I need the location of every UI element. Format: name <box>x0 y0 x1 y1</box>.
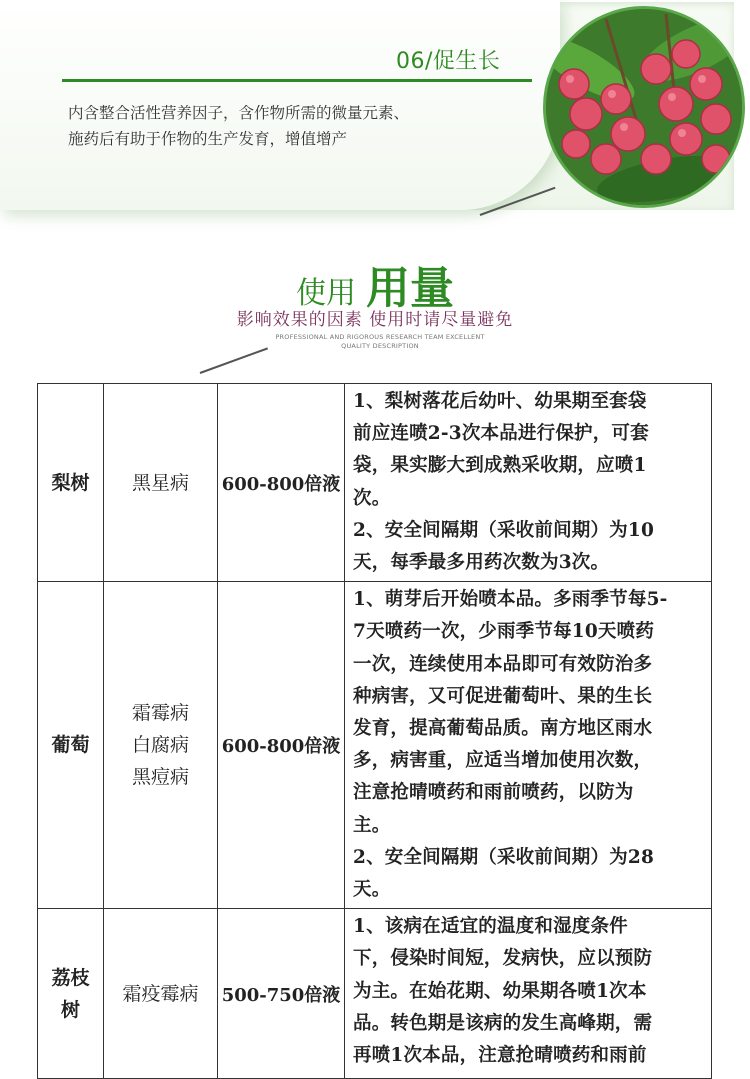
disease-cell <box>104 582 218 909</box>
crop-cell <box>38 384 104 582</box>
disease-name: 黑星病 <box>131 471 189 494</box>
usage-table <box>37 383 712 1079</box>
description-line: 内含整合活性营养因子，含作物所需的微量元素、 <box>68 104 410 122</box>
decorative-divider-line <box>200 347 268 374</box>
method-line: 一次，连续使用本品即可有效防治多 <box>353 653 653 675</box>
english-caption-line: QUALITY DESCRIPTION <box>341 342 419 350</box>
method-cell <box>345 384 712 582</box>
method-line: 下，侵染时间短，发病快，应以预防 <box>353 948 653 970</box>
crop-name: 树 <box>60 998 80 1021</box>
method-line: 注意抢晴喷药和雨前喷药，以防为 <box>353 782 634 804</box>
usage-subtitle: 影响效果的因素 使用时请尽量避免 <box>236 310 514 330</box>
usage-title-small: 使用 <box>296 276 356 311</box>
crop-cell <box>38 582 104 909</box>
method-line: 2、安全间隔期（采收前间期）为10 <box>353 519 655 541</box>
method-line: 天。 <box>353 879 391 901</box>
table-row <box>38 909 712 1079</box>
dosage-cell: 600-800倍液 <box>218 582 345 909</box>
disease-name: 黑痘病 <box>131 766 189 789</box>
method-cell <box>345 582 712 909</box>
table-row <box>38 384 712 582</box>
crop-name: 梨树 <box>51 471 90 494</box>
method-line: 1、该病在适宜的温度和湿度条件 <box>353 916 628 938</box>
usage-title-big: 用量 <box>366 263 454 314</box>
lychee-fruit-icon <box>546 9 742 205</box>
dosage-cell: 500-750倍液 <box>218 909 345 1079</box>
disease-name: 霜霉病 <box>131 702 189 725</box>
crop-cell <box>38 909 104 1079</box>
disease-cell <box>104 909 218 1079</box>
table-row <box>38 582 712 909</box>
method-line: 发育，提高葡萄品质。南方地区雨水 <box>353 718 653 740</box>
method-line: 次。 <box>353 487 391 509</box>
method-line: 品。转色期是该病的发生高峰期，需 <box>353 1012 653 1034</box>
usage-english-caption <box>260 333 500 351</box>
method-line: 前应连喷2-3次本品进行保护，可套 <box>353 423 649 445</box>
crop-name: 荔枝 <box>51 966 90 989</box>
method-line: 主。 <box>353 814 391 836</box>
lychee-photo <box>543 6 745 208</box>
method-line: 天，每季最多用药次数为3次。 <box>353 552 610 574</box>
method-cell <box>345 909 712 1079</box>
method-line: 为主。在始花期、幼果期各喷1次本 <box>353 980 647 1002</box>
method-line: 再喷1次本品，注意抢晴喷药和雨前 <box>353 1045 647 1067</box>
method-line: 1、梨树落花后幼叶、幼果期至套袋 <box>353 391 647 412</box>
disease-cell <box>104 384 218 582</box>
method-line: 1、萌芽后开始喷本品。多雨季节每5- <box>353 589 668 611</box>
description-line: 施药后有助于作物的生产发育，增值增产 <box>68 130 348 148</box>
method-line: 2、安全间隔期（采收前间期）为28 <box>353 846 655 868</box>
disease-name: 霜疫霉病 <box>122 982 199 1005</box>
method-line: 袋，果实膨大到成熟采收期，应喷1 <box>353 455 647 477</box>
dosage-cell: 600-800倍液 <box>218 384 345 582</box>
header-description <box>68 100 538 152</box>
crop-name: 葡萄 <box>51 734 90 757</box>
section-title: 06/促生长 <box>396 49 501 74</box>
english-caption-line: PROFESSIONAL AND RIGOROUS RESEARCH TEAM EXCELLENT <box>275 333 485 341</box>
disease-name: 白腐病 <box>131 734 189 757</box>
method-line: 种病害，又可促进葡萄叶、果的生长 <box>353 685 653 707</box>
method-line: 多，病害重，应适当增加使用次数， <box>353 750 653 772</box>
method-line: 7天喷药一次，少雨季节每10天喷药 <box>353 621 655 643</box>
title-divider <box>62 79 532 82</box>
